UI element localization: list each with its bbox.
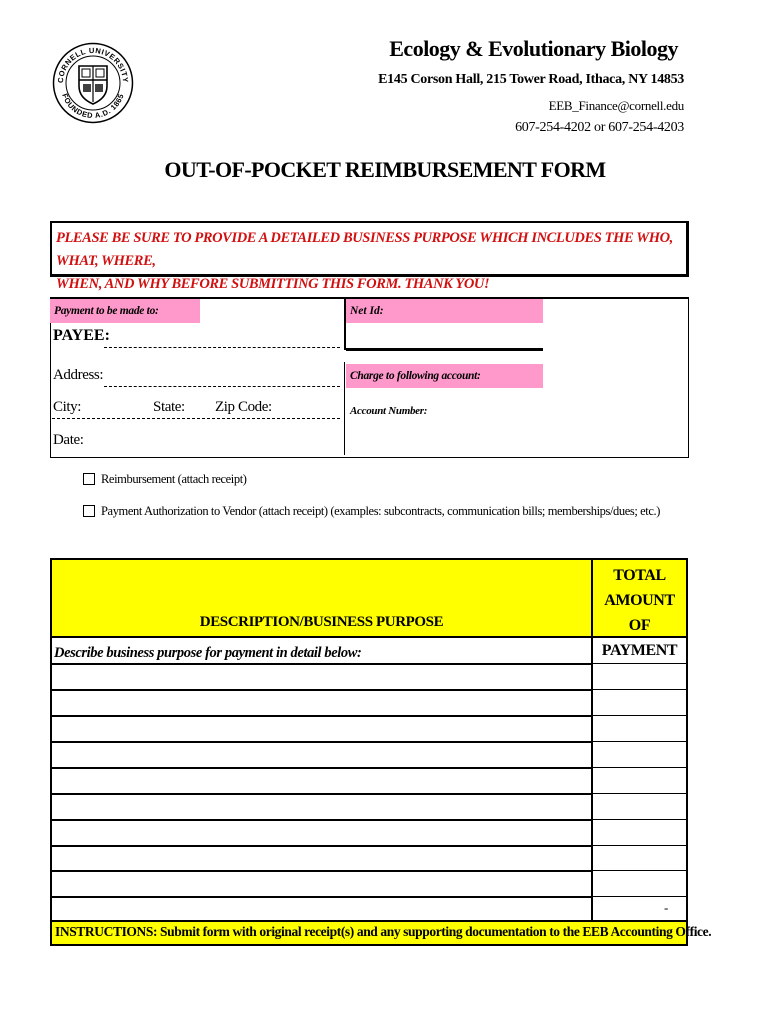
total-header-label: TOTAL AMOUNT OF PAYMENT [601, 567, 678, 659]
address-field[interactable] [104, 386, 340, 387]
vendor-payment-checkbox-label: Payment Authorization to Vendor (attach receipt) (examples: subcontracts, communication bills; memberships/dues; etc.) [101, 504, 661, 518]
date-label: Date: [53, 432, 84, 448]
description-row-rule [52, 689, 591, 691]
section-divider [344, 298, 346, 350]
notice-line-1: PLEASE BE SURE TO PROVIDE A DETAILED BUSINESS PURPOSE WHICH INCLUDES THE WHO, WHAT, WHERE, [56, 230, 673, 269]
city-state-zip-field[interactable] [52, 418, 340, 419]
description-row-rule [52, 870, 591, 872]
amount-row-rule [593, 689, 686, 690]
reimbursement-checkbox[interactable] [83, 473, 95, 485]
amount-row-rule [593, 793, 686, 794]
org-email[interactable]: EEB_Finance@cornell.edu [548, 98, 684, 113]
total-amount-value: - [664, 900, 669, 915]
notice-line-2: WHEN, AND WHY BEFORE SUBMITTING THIS FORM. THANK YOU! [56, 276, 490, 292]
describe-purpose-label: Describe business purpose for payment in detail below: [54, 645, 362, 661]
org-name: Ecology & Evolutionary Biology [389, 36, 678, 61]
reimbursement-checkbox-label: Reimbursement (attach receipt) [101, 472, 247, 486]
city-label: City: [53, 399, 82, 415]
description-row-rule [52, 845, 591, 847]
org-phone: 607-254-4202 or 607-254-4203 [515, 120, 684, 135]
zip-label: Zip Code: [215, 399, 272, 415]
instructions-text: INSTRUCTIONS: Submit form with original receipt(s) and any supporting documentation to the EEB Accounting Office. [55, 924, 712, 939]
charge-account-label: Charge to following account: [350, 370, 481, 382]
amount-row-rule [593, 819, 686, 820]
description-row-rule [52, 896, 591, 898]
state-label: State: [153, 399, 185, 415]
amount-row-rule [593, 767, 686, 768]
section-divider [344, 362, 345, 455]
amount-row-rule [593, 896, 686, 897]
svg-text:FOUNDED A.D. 1865: FOUNDED A.D. 1865 [60, 92, 126, 121]
notice-text [56, 227, 686, 296]
header-rule [52, 636, 686, 638]
netid-rule [346, 348, 543, 351]
amount-row-rule [593, 637, 686, 638]
org-address: E145 Corson Hall, 215 Tower Road, Ithaca, NY 14853 [378, 72, 684, 87]
vendor-payment-checkbox[interactable] [83, 505, 95, 517]
svg-text:CORNELL UNIVERSITY: CORNELL UNIVERSITY [55, 45, 131, 84]
pay-to-label: Payment to be made to: [54, 305, 159, 317]
amount-row-rule [593, 845, 686, 846]
netid-label: Net Id: [350, 305, 384, 317]
description-row-rule [52, 767, 591, 769]
amount-row-rule [593, 715, 686, 716]
description-row-rule [52, 793, 591, 795]
form-title: OUT-OF-POCKET REIMBURSEMENT FORM [164, 157, 606, 182]
amount-row-rule [593, 741, 686, 742]
payee-field[interactable] [104, 347, 340, 348]
description-row-rule [52, 819, 591, 821]
account-number-label: Account Number: [350, 405, 428, 417]
amount-row-rule [593, 663, 686, 664]
cornell-seal-logo [52, 42, 134, 124]
address-label: Address: [53, 367, 104, 383]
amount-row-rule [593, 870, 686, 871]
payee-label: PAYEE: [53, 327, 110, 344]
description-row-rule [52, 663, 591, 665]
description-row-rule [52, 741, 591, 743]
description-row-rule [52, 715, 591, 717]
description-header-label: DESCRIPTION/BUSINESS PURPOSE [199, 614, 444, 630]
notice-box [50, 221, 689, 292]
